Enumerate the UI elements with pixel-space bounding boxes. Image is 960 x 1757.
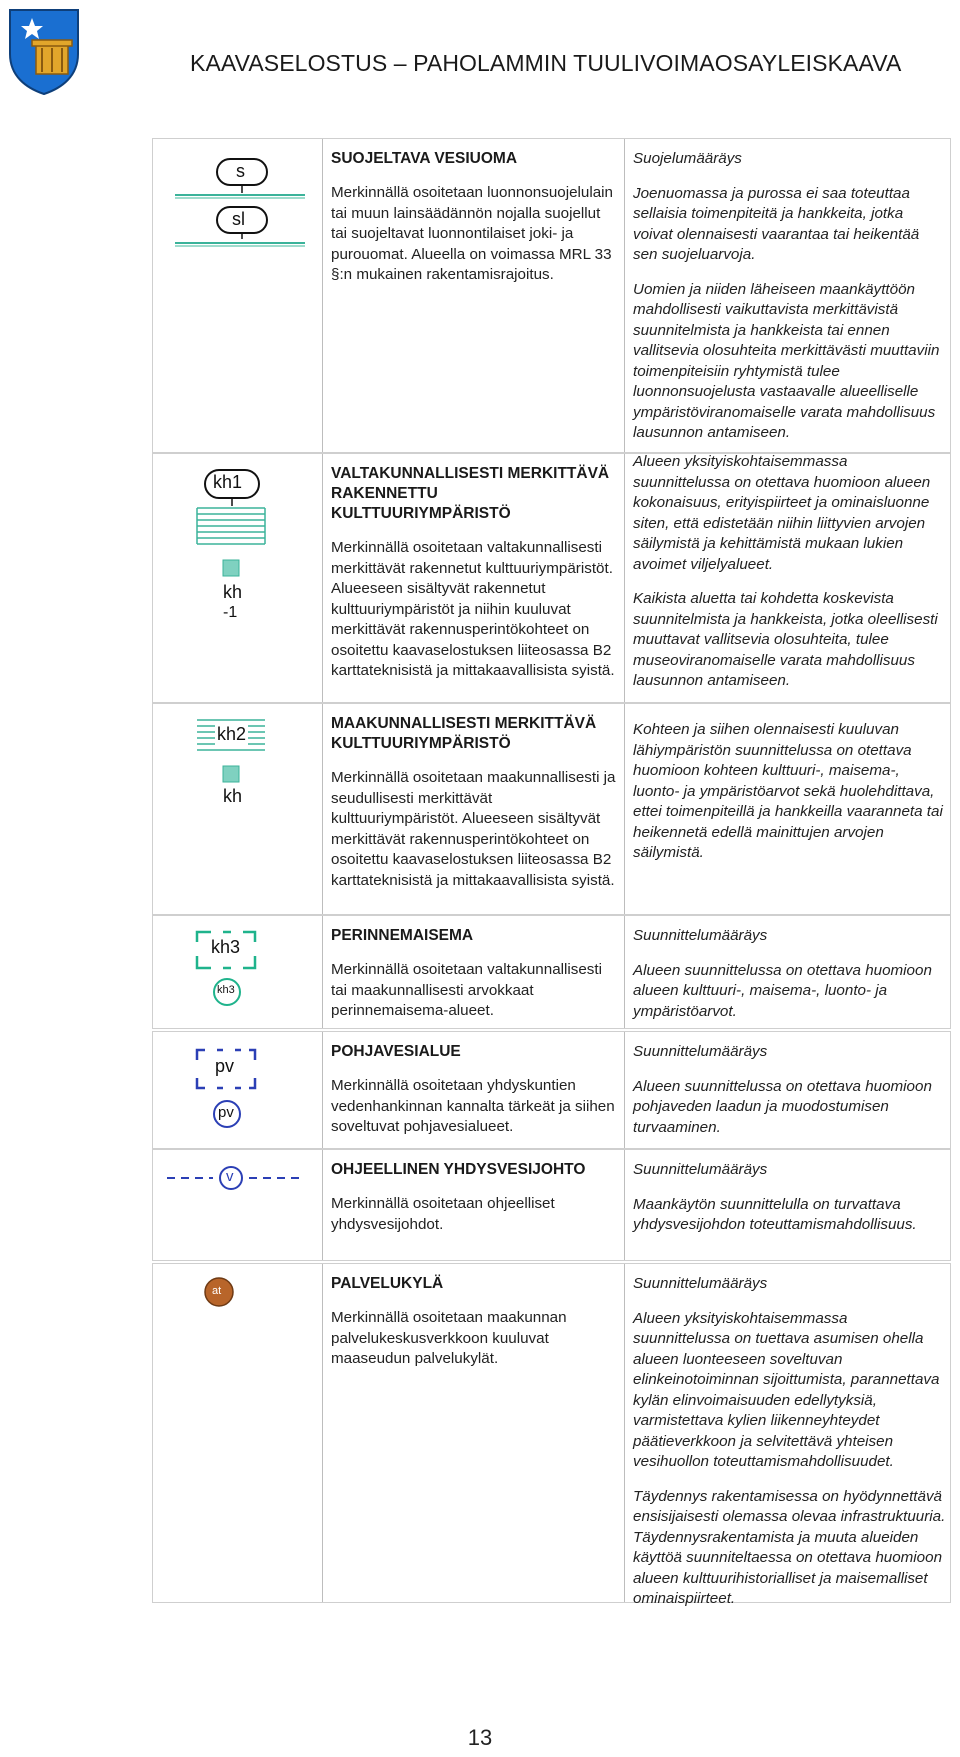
row-description: Merkinnällä osoitetaan valtakunnallisesti tai maakunnallisesti arvokkaat perinnemaisema-alueet. — [331, 961, 602, 1019]
legend-row — [152, 915, 951, 1029]
document-header-title: KAAVASELOSTUS – PAHOLAMMIN TUULIVOIMAOSAYLEISKAAVA — [190, 50, 902, 76]
symbol-label: kh2 — [217, 724, 247, 744]
row-title: MAAKUNNALLISESTI MERKITTÄVÄ KULTTUURIYMPÄRISTÖ — [331, 715, 597, 752]
symbol-cell — [153, 1032, 323, 1148]
symbol-label: kh — [223, 582, 243, 602]
symbol-cell — [153, 916, 323, 1028]
regulation-label: Suojelumääräys — [633, 150, 742, 167]
regulation-cell — [625, 139, 952, 452]
row-title: POHJAVESIALUE — [331, 1043, 461, 1060]
regulation-text: Uomien ja niiden läheiseen maankäyttöön mahdollisesti vaikuttavista merkittävistä suunnitelmista ja hankkeista tai ennen vallitsevia olosuhteita merkittävästi muuttaviin toimenpiteisiin ryhtymistä tulee luonnonsuojelusta vastaavalle alueelliselle ympäristöviranomaiselle varata mahdollisuus lausunnon antamiseen. — [633, 280, 940, 441]
regulation-text: Alueen yksityiskohtaisemmassa suunnittelussa on otettava huomioon alueen kokonaisuus, erityispiirteet ja ominaisluonne siten, että edistetään niihin liittyvien arvojen säilymistä ja kehittämistä mukaan lukien avoimet viljelyalueet. — [633, 453, 931, 573]
regulation-cell — [625, 1032, 952, 1148]
row-title: OHJEELLINEN YHDYSVESIJOHTO — [331, 1161, 586, 1178]
symbol-label: kh3 — [211, 937, 241, 957]
legend-row — [152, 453, 951, 703]
symbol-cell — [153, 139, 323, 452]
description-cell — [323, 1032, 625, 1148]
regulation-cell — [625, 704, 952, 914]
legend-row — [152, 1031, 951, 1149]
water-pipe-line-symbol — [163, 1158, 313, 1198]
description-cell — [323, 1150, 625, 1260]
symbol-label: pv — [215, 1056, 235, 1076]
row-title: VALTAKUNNALLISESTI MERKITTÄVÄ RAKENNETTU KULTTUURIYMPÄRISTÖ — [331, 465, 610, 522]
regulation-label: Suunnittelumääräys — [633, 1043, 768, 1060]
row-title: PALVELUKYLÄ — [331, 1275, 444, 1292]
regulation-text: Kaikista aluetta tai kohdetta koskevista suunnitelmista ja hankkeista, jotka oleellisesti muuttavat vallitsevia olosuhteita, tulee museoviranomaiselle varata mahdollisuus lausunnon antamiseen. — [633, 590, 938, 689]
symbol-label: v — [226, 1168, 234, 1185]
regulation-text: Alueen yksityiskohtaisemmassa suunnittelussa on tuettava asumisen ohella alueen luonteeseen soveltuvan elinkeinotoiminnan sijoittumista, parannettava kylän elinvoimaisuuden edellytyksiä, varmistettava kylien liikenneyhteydet päätieverkkoon ja selvitettävä yhteisen vesihuollon toteuttamismahdollisuudet. — [633, 1309, 940, 1470]
symbol-label: -1 — [223, 604, 238, 621]
row-description: Merkinnällä osoitetaan ohjeelliset yhdysvesijohdot. — [331, 1195, 555, 1233]
symbol-cell — [153, 1150, 323, 1260]
row-title: SUOJELTAVA VESIUOMA — [331, 150, 518, 167]
symbol-label: sl — [232, 209, 245, 229]
regulation-label: Suunnittelumääräys — [633, 1161, 768, 1178]
legend-row — [152, 703, 951, 915]
description-cell — [323, 454, 625, 702]
symbol-label: pv — [218, 1104, 234, 1121]
legend-row — [152, 138, 951, 453]
regulation-text: Joenuomassa ja purossa ei saa toteuttaa sellaisia toimenpiteitä ja hankkeita, jotka voivat olennaisesti vaarantaa tai heikentää sen suojeluarvoja. — [633, 184, 920, 263]
symbol-cell — [153, 1264, 323, 1602]
regulation-cell — [625, 1150, 952, 1260]
legend-row — [152, 1263, 951, 1607]
regulation-text: Täydennys rakentamisessa on hyödynnettävä ensisijaisesti olemassa olevaa infrastruktuuria. Täydennysrakentamista ja muuta alueiden käyttöä suunniteltaessa on otettava huomioon alueen kulttuurihistorialliset ja maisemalliset ominaispiirteet. — [633, 1487, 946, 1607]
symbol-cell — [153, 704, 323, 914]
page-number: 13 — [467, 1725, 493, 1750]
regulation-label: Suunnittelumääräys — [633, 1275, 768, 1292]
row-description: Merkinnällä osoitetaan luonnonsuojelulain tai muun lainsäädännön nojalla suojellut tai suojeltavat luonnontilaiset joki- ja purouomat. Alueella on voimassa MRL 33 §:n mukainen rakentamisrajoitus. — [331, 184, 614, 283]
symbol-cell — [153, 454, 323, 702]
regulation-text: Alueen suunnittelussa on otettava huomioon alueen kulttuuri-, maisema-, luonto- ja ympäristöarvot. — [633, 961, 932, 1020]
symbol-label: kh1 — [213, 472, 243, 492]
symbol-label: at — [212, 1285, 222, 1297]
row-title: PERINNEMAISEMA — [331, 927, 474, 944]
row-description: Merkinnällä osoitetaan yhdyskuntien vedenhankinnan kannalta tärkeät ja siihen soveltuvat pohjavesialueet. — [331, 1077, 615, 1135]
regulation-text: Alueen suunnittelussa on otettava huomioon pohjaveden laadun ja muodostumisen turvaaminen. — [633, 1077, 932, 1136]
row-description: Merkinnällä osoitetaan maakunnan palvelukeskusverkkoon kuuluvat maaseudun palvelukylät. — [331, 1309, 567, 1367]
description-cell — [323, 704, 625, 914]
description-cell — [323, 139, 625, 452]
row-description: Merkinnällä osoitetaan valtakunnallisesti merkittävät rakennetut kulttuuriympäristöt. Alueeseen sisältyvät rakennetut kulttuuriympäristöt ja niihin kuuluvat merkittävät rakennusperintökohteet on osoitettu kaavaselostuksen liiteosassa B2 karttateknisistä ja mittakaavallisista syistä. — [331, 539, 615, 679]
legend-row — [152, 1149, 951, 1261]
pv-symbol — [183, 1042, 293, 1142]
regulation-text: Maankäytön suunnittelulla on turvattava yhdysvesijohdon toteuttamismahdollisuus. — [633, 1195, 917, 1233]
coat-of-arms-logo — [6, 6, 82, 96]
description-cell — [323, 1264, 625, 1602]
regulation-cell — [625, 916, 952, 1028]
regulation-text: Kohteen ja siihen olennaisesti kuuluvan lähiympäristön suunnittelussa on otettava huomioon kohteen kulttuuri-, maisema-, luonto- ja ympäristöarvot sekä huolehdittava, ettei toimenpiteillä ja hankkeilla vaaranneta tai heikennetä edellä mainittujen arvojen säilymistä. — [633, 721, 943, 861]
row-description: Merkinnällä osoitetaan maakunnallisesti ja seudullisesti merkittävät kulttuuriympäristöt. Alueeseen sisältyvät merkittävät rakennusperintökohteet on osoitettu kaavaselostuksen liiteosassa B2 karttateknisistä ja mittakaavallisista syistä. — [331, 769, 616, 889]
symbol-label: s — [236, 161, 245, 181]
description-cell — [323, 916, 625, 1028]
regulation-label: Suunnittelumääräys — [633, 927, 768, 944]
regulation-cell — [625, 1264, 952, 1607]
symbol-label: kh — [223, 786, 243, 806]
symbol-label: kh3 — [217, 984, 235, 996]
regulation-cell — [625, 454, 952, 702]
